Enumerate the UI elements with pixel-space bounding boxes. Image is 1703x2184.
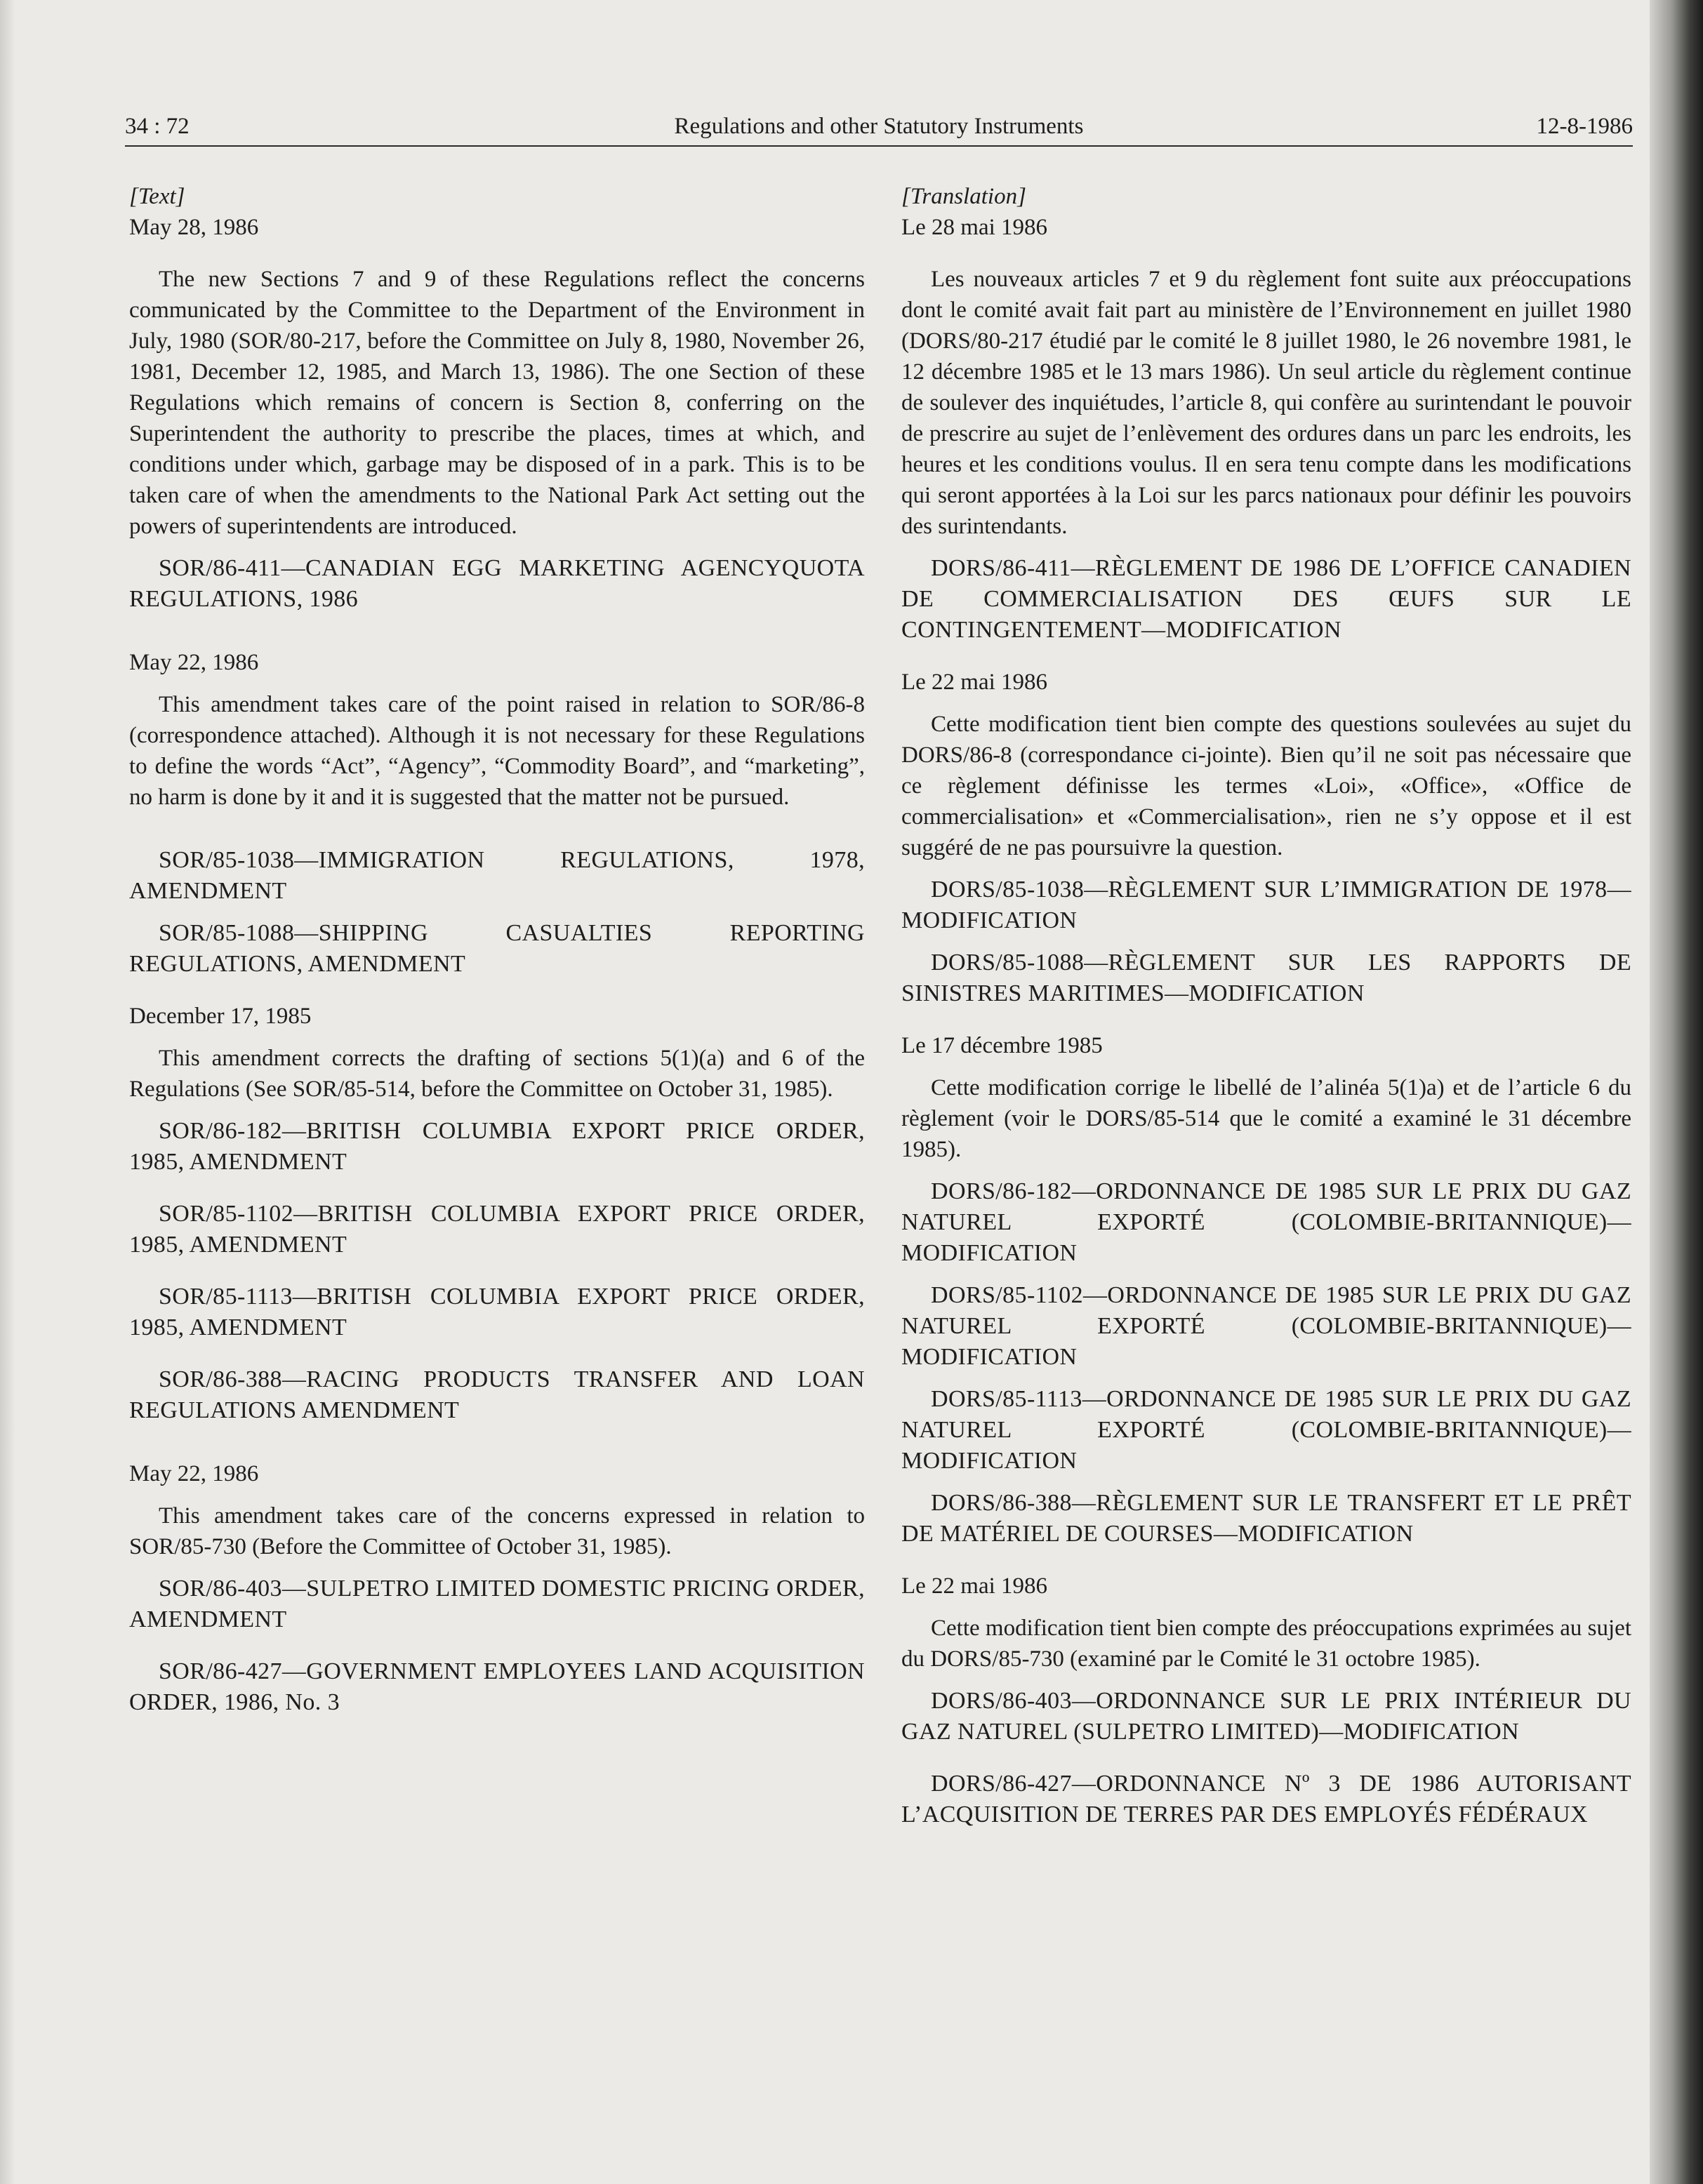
page-number: 34 : 72	[125, 114, 190, 139]
header-rule	[125, 145, 1633, 147]
book-spine-shadow	[1650, 0, 1703, 2184]
page-edge-shadow	[0, 0, 15, 2184]
paragraph: Cette modification corrige le libellé de l’alinéa 5(1)a) et de l’article 6 du règlement (voir le DORS/85-514 que le comité a examiné le 31 décembre 1985).	[901, 1075, 1631, 1162]
regulation-heading: DORS/85-1088—RÈGLEMENT SUR LES RAPPORTS DE SINISTRES MARITIMES—MODIFICATION	[901, 950, 1631, 1006]
date-line: Le 28 mai 1986	[901, 215, 1048, 240]
header-title: Regulations and other Statutory Instruments	[674, 114, 1084, 139]
date-line: December 17, 1985	[129, 1004, 312, 1029]
paragraph: Les nouveaux articles 7 et 9 du règlement font suite aux préoccupations dont le comité avait fait part au ministère de l’Environnement en juillet 1980 (DORS/80-217 étudié par le comité le 8 juillet 1980, le 26 novembre 1981, le 12 décembre 1985 et le 13 mars 1986). Un seul article du règlement continue de soulever des inquiétudes, l’article 8, qui confère au surintendant le pouvoir de prescrire au sujet de l’enlèvement des ordures dans un parc les endroits, les heures et les conditions voulus. Il en sera tenu compte dans les modifications qui seront apportées à la Loi sur les parcs nationaux pour définir les pouvoirs des surintendants.	[901, 267, 1631, 539]
column-label: [Text]	[129, 184, 185, 209]
regulation-heading: SOR/85-1113—BRITISH COLUMBIA EXPORT PRICE ORDER, 1985, AMENDMENT	[129, 1284, 865, 1340]
english-column	[129, 181, 865, 1718]
regulation-heading: DORS/86-403—ORDONNANCE SUR LE PRIX INTÉRIEUR DU GAZ NATUREL (SULPETRO LIMITED)—MODIFICATION	[901, 1688, 1631, 1745]
regulation-heading: SOR/85-1038—IMMIGRATION REGULATIONS, 1978, AMENDMENT	[129, 847, 865, 904]
regulation-heading: DORS/85-1102—ORDONNANCE DE 1985 SUR LE PRIX DU GAZ NATUREL EXPORTÉ (COLOMBIE-BRITANNIQUE)—MODIFICATION	[901, 1282, 1631, 1370]
paragraph: Cette modification tient bien compte des préoccupations exprimées au sujet du DORS/85-730 (examiné par le Comité le 31 octobre 1985).	[901, 1616, 1631, 1672]
date-line: May 22, 1986	[129, 1461, 259, 1486]
paragraph: Cette modification tient bien compte des questions soulevées au sujet du DORS/86-8 (correspondance ci-jointe). Bien qu’il ne soit pas nécessaire que ce règlement définisse les termes «Loi», «Office», «Office de commercialisation» et «Commercialisation», rien ne s’y oppose et il est suggéré de ne pas poursuivre la question.	[901, 712, 1631, 860]
regulation-heading: DORS/86-427—ORDONNANCE Nº 3 DE 1986 AUTORISANT L’ACQUISITION DE TERRES PAR DES EMPLOYÉS FÉDÉRAUX	[901, 1771, 1631, 1827]
date-line: May 22, 1986	[129, 650, 259, 675]
regulation-heading: SOR/86-182—BRITISH COLUMBIA EXPORT PRICE ORDER, 1985, AMENDMENT	[129, 1118, 865, 1175]
paragraph: This amendment takes care of the point raised in relation to SOR/86-8 (correspondence attached). Although it is not necessary for these Regulations to define the words “Act”, “Agency”, “Commodity Board”, and “marketing”, no harm is done by it and it is suggested that the matter not be pursued.	[129, 692, 865, 810]
regulation-heading: SOR/86-388—RACING PRODUCTS TRANSFER AND LOAN REGULATIONS AMENDMENT	[129, 1366, 865, 1423]
regulation-heading: SOR/85-1102—BRITISH COLUMBIA EXPORT PRICE ORDER, 1985, AMENDMENT	[129, 1201, 865, 1258]
regulation-heading: DORS/85-1113—ORDONNANCE DE 1985 SUR LE PRIX DU GAZ NATUREL EXPORTÉ (COLOMBIE-BRITANNIQUE)—MODIFICATION	[901, 1386, 1631, 1474]
regulation-heading: DORS/86-411—RÈGLEMENT DE 1986 DE L’OFFICE CANADIEN DE COMMERCIALISATION DES ŒUFS SUR LE CONTINGENTEMENT—MODIFICATION	[901, 555, 1631, 643]
column-label: [Translation]	[901, 184, 1026, 209]
date-line: Le 17 décembre 1985	[901, 1033, 1103, 1058]
french-column	[901, 181, 1631, 1830]
date-line: Le 22 mai 1986	[901, 1573, 1048, 1599]
paragraph: This amendment corrects the drafting of sections 5(1)(a) and 6 of the Regulations (See SOR/85-514, before the Committee on October 31, 1985).	[129, 1046, 865, 1102]
date-line: Le 22 mai 1986	[901, 670, 1048, 695]
date-line: May 28, 1986	[129, 215, 259, 240]
regulation-heading: DORS/85-1038—RÈGLEMENT SUR L’IMMIGRATION DE 1978—MODIFICATION	[901, 877, 1631, 933]
regulation-heading: SOR/86-403—SULPETRO LIMITED DOMESTIC PRICING ORDER, AMENDMENT	[129, 1576, 865, 1632]
regulation-heading: SOR/86-411—CANADIAN EGG MARKETING AGENCYQUOTA REGULATIONS, 1986	[129, 555, 865, 612]
paragraph: This amendment takes care of the concerns expressed in relation to SOR/85-730 (Before the Committee of October 31, 1985).	[129, 1503, 865, 1559]
header-date: 12-8-1986	[1536, 114, 1633, 139]
running-header	[125, 107, 1633, 146]
regulation-heading: SOR/86-427—GOVERNMENT EMPLOYEES LAND ACQUISITION ORDER, 1986, No. 3	[129, 1658, 865, 1715]
regulation-heading: DORS/86-182—ORDONNANCE DE 1985 SUR LE PRIX DU GAZ NATUREL EXPORTÉ (COLOMBIE-BRITANNIQUE)—MODIFICATION	[901, 1178, 1631, 1266]
regulation-heading: SOR/85-1088—SHIPPING CASUALTIES REPORTING REGULATIONS, AMENDMENT	[129, 920, 865, 977]
paragraph: The new Sections 7 and 9 of these Regulations reflect the concerns communicated by the Committee to the Department of the Environment in July, 1980 (SOR/80-217, before the Committee on July 8, 1980, November 26, 1981, December 12, 1985, and March 13, 1986). The one Section of these Regulations which remains of concern is Section 8, conferring on the Superintendent the authority to prescribe the places, times at which, and conditions under which, garbage may be disposed of in a park. This is to be taken care of when the amendments to the National Park Act setting out the powers of superintendents are introduced.	[129, 267, 865, 539]
regulation-heading: DORS/86-388—RÈGLEMENT SUR LE TRANSFERT ET LE PRÊT DE MATÉRIEL DE COURSES—MODIFICATION	[901, 1490, 1631, 1547]
